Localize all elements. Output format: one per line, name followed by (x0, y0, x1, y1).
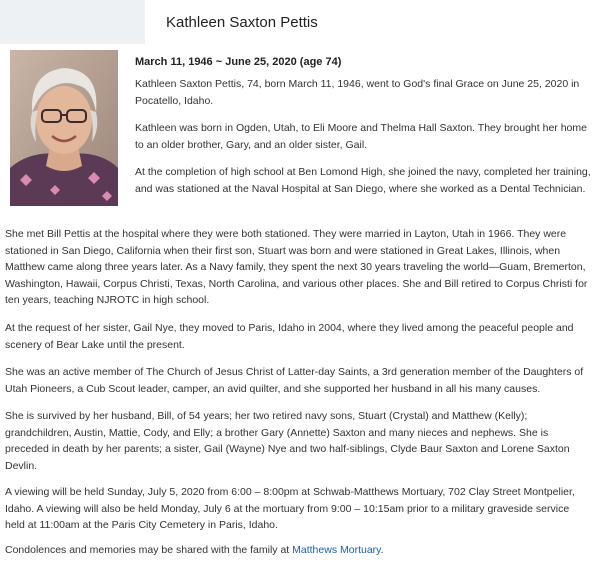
obituary-paragraph: A viewing will be held Sunday, July 5, 2020 from 6:00 – 8:00pm at Schwab-Matthews Mortuary, 702 Clay Street Montpelier, Idaho. A viewing will also be held Monday, July 6 at the mortuary from 9:00 – 10:15am prior to a military graveside service held at 11:00am at the Paris City Cemetery in Paris, Idaho. (5, 486, 575, 531)
portrait-photo (10, 50, 118, 206)
header-background (0, 0, 145, 44)
obituary-paragraph: She was an active member of The Church of Jesus Christ of Latter-day Saints, a 3rd generation member of the Daughters of Utah Pioneers, a Cub Scout leader, camper, an avid quilter, and she supported her husband in all his many causes. (5, 366, 584, 395)
condolences-text: Condolences and memories may be shared with the family at (5, 544, 293, 556)
condolences-paragraph (5, 542, 590, 559)
obituary-paragraph: At the request of her sister, Gail Nye, they moved to Paris, Idaho in 2004, where they lived among the peaceful people and scenery of Bear Lake until the present. (5, 322, 574, 351)
page-title: Kathleen Saxton Pettis (166, 14, 318, 31)
life-dates: March 11, 1946 ~ June 25, 2020 (age 74) (135, 56, 342, 68)
obituary-paragraph: At the completion of high school at Ben Lomond High, she joined the navy, completed her training, and was stationed at the Naval Hospital at San Diego, where she worked as a Dental Technician. (135, 166, 591, 195)
condolences-end: . (380, 544, 384, 556)
obituary-paragraph: She is survived by her husband, Bill, of 54 years; her two retired navy sons, Stuart (Crystal) and Matthew (Kelly); grandchildren, Austin, Mattie, Cody, and Elly; a brother Gary (Annette) Saxton and many nieces and nephews. She is preceded in death by her parents; a sister, Gail (Wayne) Nye and two half-siblings, Clyde Baur Saxton and Lorene Saxton Devlin. (5, 410, 570, 472)
obituary-paragraph: Kathleen Saxton Pettis, 74, born March 11, 1946, went to God's final Grace on June 25, 2020 in Pocatello, Idaho. (135, 78, 580, 107)
mortuary-link[interactable]: Matthews Mortuary (292, 544, 381, 556)
obituary-paragraph: She met Bill Pettis at the hospital where they were both stationed. They were married in Layton, Utah in 1966. They were stationed in San Diego, California when their first son, Stuart was born and were stationed in Great Lakes, Illinois, when Matthew came along three years later. As a Navy family, they spent the next 30 years traveling the world—Guam, Bremerton, Washington, Hawaii, Corpus Christi, Texas, North Carolina, and various other places. She and Bill retired to Corpus Christi for ten years, teaching NJROTC in high school. (5, 228, 588, 306)
obituary-paragraph: Kathleen was born in Ogden, Utah, to Eli Moore and Thelma Hall Saxton. They brought her home to an older brother, Gary, and an older sister, Gail. (135, 122, 587, 151)
